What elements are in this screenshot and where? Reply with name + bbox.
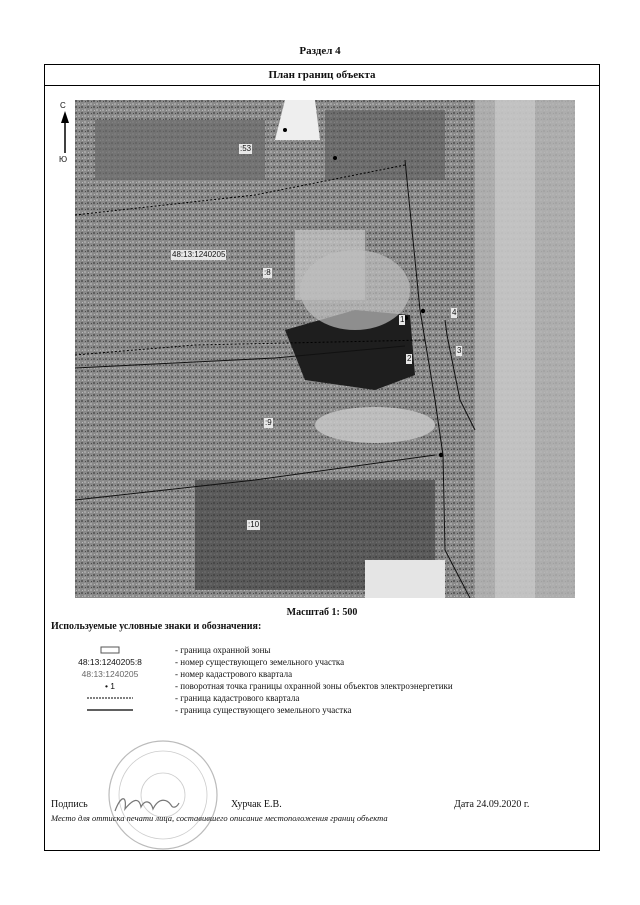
- turn-point: [333, 156, 337, 160]
- signatory-name: Хурчак Е.В.: [231, 799, 282, 810]
- legend-row: [55, 705, 575, 716]
- legend-title: Используемые условные знаки и обозначения:: [51, 621, 262, 632]
- legend-row: [55, 657, 575, 668]
- legend-text: - граница охранной зоны: [175, 645, 271, 655]
- legend-text: - поворотная точка границы охранной зоны объектов электроэнергетики: [175, 681, 453, 691]
- parcel-label-8: :8: [264, 268, 271, 277]
- point-label-4: 4: [452, 308, 457, 317]
- signature-label: Подпись: [51, 799, 88, 810]
- parcel-label-10: :10: [248, 520, 260, 529]
- turn-point: [421, 309, 425, 313]
- turn-point-symbol: • 1: [104, 681, 116, 691]
- quarter-boundary-symbol: [55, 693, 165, 704]
- turn-point: [439, 453, 443, 457]
- legend-row: [55, 669, 575, 680]
- compass-north-label: С: [60, 101, 66, 110]
- parcel-label-53: :53: [240, 144, 252, 153]
- legend-row: [55, 681, 575, 692]
- protection-zone-symbol: [55, 645, 165, 657]
- legend-text: - граница кадастрового квартала: [175, 693, 300, 703]
- legend-text: - номер кадастрового квартала: [175, 669, 293, 679]
- legend-row: [55, 693, 575, 704]
- signature-row: [51, 799, 591, 813]
- document-date: Дата 24.09.2020 г.: [454, 799, 530, 810]
- parcel-label-9: :9: [265, 418, 272, 427]
- section-title: Раздел 4: [299, 45, 341, 57]
- plan-title: План границ объекта: [45, 65, 599, 86]
- aerial-map: [75, 100, 575, 598]
- legend-text: - граница существующего земельного участка: [175, 705, 352, 715]
- point-label-2: 2: [407, 354, 412, 363]
- legend-row: [55, 645, 575, 656]
- parcel-number-symbol: 48:13:1240205:8: [78, 657, 142, 667]
- cadastral-quarter-label: 48:13:1240205: [172, 250, 226, 259]
- point-label-3: 3: [457, 346, 462, 355]
- turn-point: [283, 128, 287, 132]
- document-frame: [44, 64, 600, 851]
- compass-south-label: Ю: [59, 155, 68, 164]
- point-label-1: 1: [400, 315, 405, 324]
- compass-icon: [49, 101, 73, 173]
- legend-text: - номер существующего земельного участка: [175, 657, 345, 667]
- quarter-number-symbol: 48:13:1240205: [81, 669, 139, 679]
- parcel-boundary-symbol: [55, 705, 165, 716]
- stamp-note: Место для оттиска печати лица, составившего описание местоположения границ объекта: [51, 813, 388, 823]
- scale-label: Масштаб 1: 500: [286, 607, 358, 618]
